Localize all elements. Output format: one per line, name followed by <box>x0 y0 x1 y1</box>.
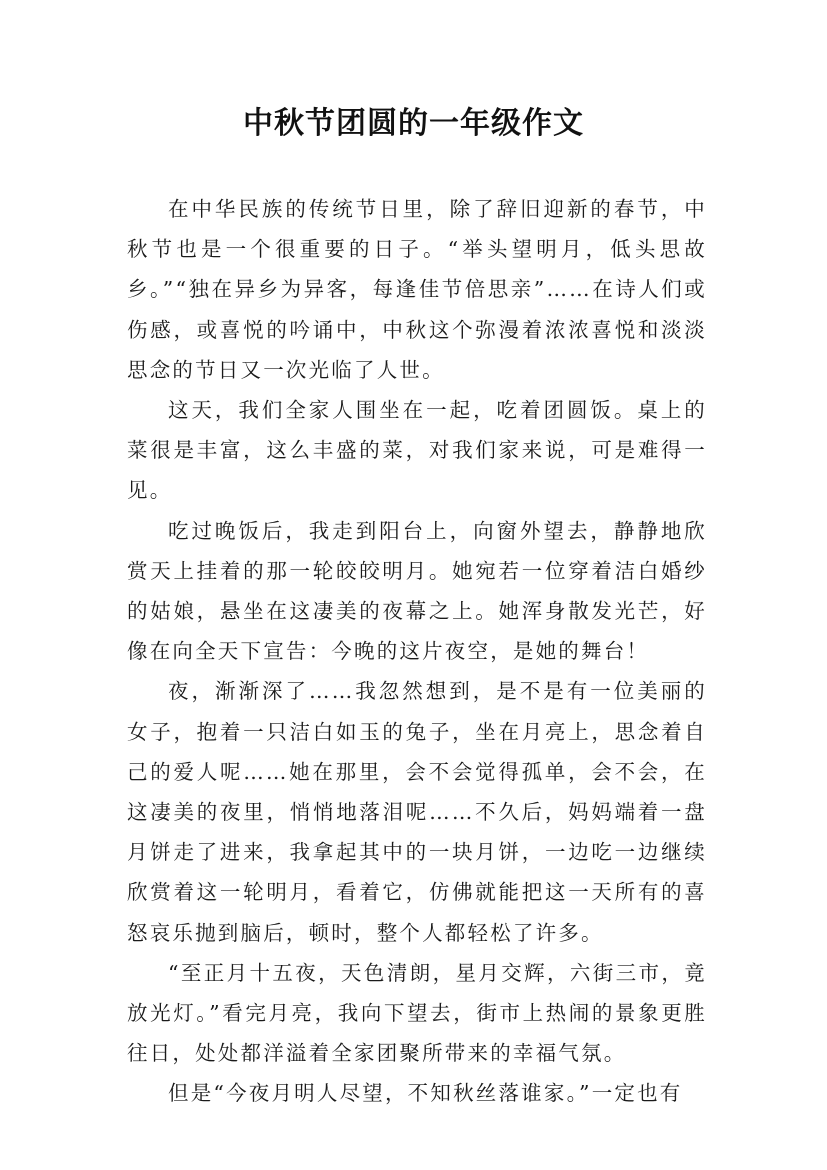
paragraph-5: “至正月十五夜，天色清朗，星月交辉，六街三市，竟放光灯。”看完月亮，我向下望去，街市上热闹的景象更胜往日，处处都洋溢着全家团聚所带来的幸福气氛。 <box>127 960 707 1066</box>
paragraph-1: 在中华民族的传统节日里，除了辞旧迎新的春节，中秋节也是一个很重要的日子。“举头望明月，低头思故乡。”“独在异乡为异客，每逢佳节倍思亲”……在诗人们或伤感，或喜悦的吟诵中，中秋这个弥漫着浓浓喜悦和淡淡思念的节日又一次光临了人世。 <box>127 197 707 382</box>
paragraph-3: 吃过晚饭后，我走到阳台上，向窗外望去，静静地欣赏天上挂着的那一轮皎皎明月。她宛若一位穿着洁白婚纱的姑娘，悬坐在这凄美的夜幕之上。她浑身散发光芒，好像在向全天下宣告：今晚的这片夜空，是她的舞台！ <box>127 518 707 664</box>
document-body <box>127 189 707 1114</box>
document-title: 中秋节团圆的一年级作文 <box>243 106 584 141</box>
paragraph-4: 夜，渐渐深了……我忽然想到，是不是有一位美丽的女子，抱着一只洁白如玉的兔子，坐在月亮上，思念着自己的爱人呢……她在那里，会不会觉得孤单，会不会，在这凄美的夜里，悄悄地落泪呢……不久后，妈妈端着一盘月饼走了进来，我拿起其中的一块月饼，一边吃一边继续欣赏着这一轮明月，看着它，仿佛就能把这一天所有的喜怒哀乐抛到脑后，顿时，整个人都轻松了许多。 <box>127 679 707 945</box>
paragraph-6: 但是“今夜月明人尽望，不知秋丝落谁家。”一定也有 <box>168 1081 683 1106</box>
paragraph-2: 这天，我们全家人围坐在一起，吃着团圆饭。桌上的菜很是丰富，这么丰盛的菜，对我们家来说，可是难得一见。 <box>127 398 707 503</box>
